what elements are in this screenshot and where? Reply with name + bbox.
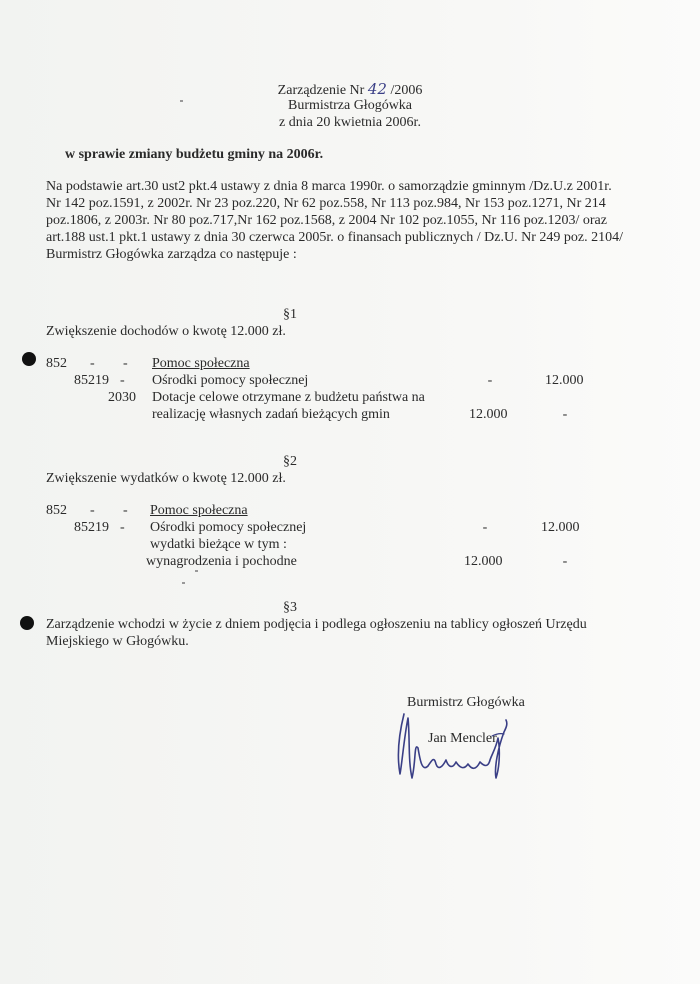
table-cell-dzial: 852 bbox=[46, 356, 67, 371]
signature-name: Jan Mencler bbox=[428, 731, 497, 746]
table-cell-name: Ośrodki pomocy społecznej bbox=[150, 520, 307, 535]
signature-title: Burmistrz Głogówka bbox=[407, 695, 525, 710]
section-2-intro: Zwiększenie wydatków o kwotę 12.000 zł. bbox=[46, 471, 286, 486]
table-cell-paragraf: - bbox=[123, 356, 128, 371]
preamble-line-5: Burmistrz Głogówka zarządza co następuje : bbox=[46, 247, 297, 262]
preamble-line-1: Na podstawie art.30 ust2 pkt.4 ustawy z dnia 8 marca 1990r. o samorządzie gminnym /Dz.U.z 2001r. bbox=[46, 179, 612, 194]
table-cell-name: wynagrodzenia i pochodne bbox=[146, 554, 297, 569]
decree-number-line: Zarządzenie Nr 42 /2006 bbox=[277, 80, 423, 98]
table-cell-name: Dotacje celowe otrzymane z budżetu państwa na bbox=[152, 390, 425, 405]
table-cell-dzial: 852 bbox=[46, 503, 67, 518]
preamble-line-2: Nr 142 poz.1591, z 2002r. Nr 23 poz.220, Nr 62 poz.558, Nr 113 poz.984, Nr 153 poz.1271, Nr 214 bbox=[46, 196, 606, 211]
section-1-mark: §1 bbox=[283, 307, 297, 322]
preamble-line-4: art.188 ust.1 pkt.1 ustawy z dnia 30 czerwca 2005r. o finansach publicznych / Dz.U. Nr 249 poz. 2104/ bbox=[46, 230, 623, 245]
scan-speck bbox=[182, 582, 185, 584]
table-cell-name: Ośrodki pomocy społecznej bbox=[152, 373, 309, 388]
handwritten-number: 42 bbox=[367, 80, 387, 98]
table-cell-rozdzial: 85219 bbox=[74, 373, 109, 388]
table-cell-rozdzial: 85219 bbox=[74, 520, 109, 535]
table-cell-amount1: 12.000 bbox=[464, 554, 503, 569]
table-cell-amount2: - bbox=[562, 554, 568, 569]
table-cell-amount1: 12.000 bbox=[469, 407, 508, 422]
table-cell-paragraf: 2030 bbox=[108, 390, 136, 405]
table-cell-paragraf: - bbox=[123, 503, 128, 518]
table-cell-rozdzial: - bbox=[90, 356, 95, 371]
table-cell-amount2: - bbox=[562, 407, 568, 422]
table-cell-paragraf: - bbox=[120, 520, 125, 535]
table-cell-amount1: - bbox=[482, 520, 488, 535]
subject-line: w sprawie zmiany budżetu gminy na 2006r. bbox=[65, 147, 324, 162]
section-3-line-2: Miejskiego w Głogówku. bbox=[46, 634, 189, 649]
table-cell-amount2: 12.000 bbox=[541, 520, 580, 535]
preamble-line-3: poz.1806, z 2003r. Nr 80 poz.717,Nr 162 poz.1568, z 2004 Nr 102 poz.1055, Nr 116 poz.1203/ oraz bbox=[46, 213, 607, 228]
table-cell-amount2: 12.000 bbox=[545, 373, 584, 388]
scan-speck bbox=[195, 570, 198, 572]
table-cell-name: realizację własnych zadań bieżących gmin bbox=[152, 407, 390, 422]
section-2-mark: §2 bbox=[283, 454, 297, 469]
table-cell-name: Pomoc społeczna bbox=[152, 356, 250, 371]
hole-punch-1 bbox=[22, 352, 36, 366]
date-line: z dnia 20 kwietnia 2006r. bbox=[279, 115, 421, 130]
table-cell-paragraf: - bbox=[120, 373, 125, 388]
scan-speck bbox=[180, 100, 183, 102]
table-cell-name: Pomoc społeczna bbox=[150, 503, 248, 518]
hole-punch-2 bbox=[20, 616, 34, 630]
section-3-line-1: Zarządzenie wchodzi w życie z dniem podjęcia i podlega ogłoszeniu na tablicy ogłoszeń Urzędu bbox=[46, 617, 587, 632]
table-cell-rozdzial: - bbox=[90, 503, 95, 518]
handwritten-signature bbox=[390, 708, 530, 788]
table-cell-amount1: - bbox=[487, 373, 493, 388]
section-3-mark: §3 bbox=[283, 600, 297, 615]
table-cell-name: wydatki bieżące w tym : bbox=[150, 537, 287, 552]
section-1-intro: Zwiększenie dochodów o kwotę 12.000 zł. bbox=[46, 324, 286, 339]
issuer-line: Burmistrza Głogówka bbox=[287, 98, 413, 113]
